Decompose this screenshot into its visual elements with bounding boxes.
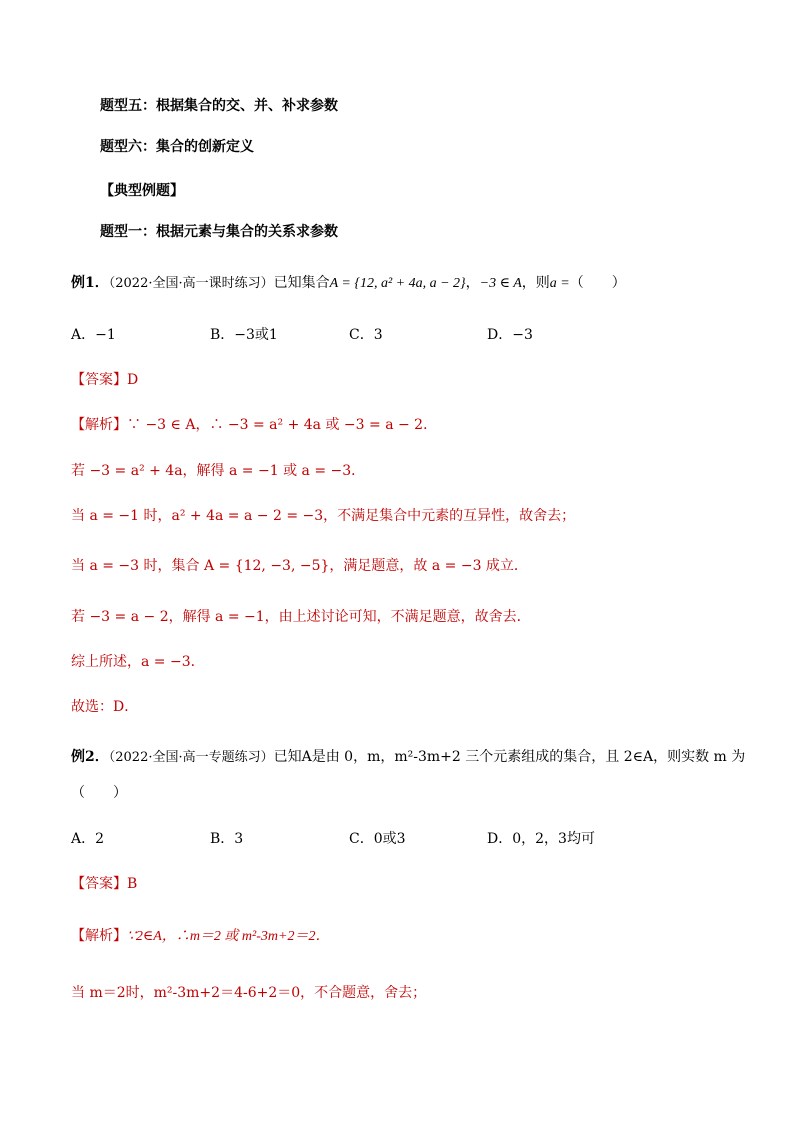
example-2-analysis-label: 【解析】 [71,928,127,944]
example-2-option-a: A．2 [71,831,105,847]
example-1-analysis-label: 【解析】 [71,417,127,433]
example-2-answer-value: B [127,876,138,892]
example-1-then: ，则 [521,275,550,291]
example-1-option-d: D．−3 [487,327,533,343]
example-1-answer-value: D [127,372,139,388]
example-2-source: （2022·全国·高一专题练习） [108,750,274,765]
example-1-stem [71,273,626,294]
example-1-answer-label: 【答案】 [71,372,127,388]
example-1-analysis-text: ∵ −3 ∈ A，∴ −3 = a² + 4a 或 −3 = a − 2． [127,417,438,433]
example-1-option-b: B．−3或1 [210,327,278,343]
example-1-analysis-line-6: 综上所述，a = −3． [71,654,205,670]
example-2-stem-text: 已知A是由 0，m，m²-3m+2 三个元素组成的集合，且 2∈A，则实数 m 为 [273,749,746,765]
example-2-option-d: D．0，2，3均可 [487,831,595,847]
example-1-answer [71,370,138,390]
example-2-analysis-line-2: 当 m＝2时，m²-3m+2＝4-6+2＝0，不合题意，舍去； [71,985,427,1001]
example-1-stem-text: 已知集合 [273,275,330,291]
example-2-label: 例2． [71,749,109,765]
example-2-analysis-text: ∵2∈A，∴m＝2 或 m²-3m+2＝2． [127,929,330,944]
example-2-stem-line-1 [71,747,745,768]
heading-type-5: 题型五：根据集合的交、并、补求参数 [100,98,338,114]
heading-type-1: 题型一：根据元素与集合的关系求参数 [100,224,338,240]
example-1-option-c: C．3 [349,327,383,343]
example-1-blank: （ ） [569,275,626,291]
example-1-analysis-line-2: 若 −3 = a² + 4a，解得 a = −1 或 a = −3． [71,463,366,479]
example-1-label: 例1． [71,275,109,291]
example-1-analysis-line-4: 当 a = −3 时，集合 A = {12, −3, −5}，满足题意，故 a = −3 成立． [71,558,528,574]
heading-typical-examples: 【典型例题】 [100,183,184,199]
example-1-option-a: A．−1 [71,327,116,343]
example-1-analysis-line-3: 当 a = −1 时，a² + 4a = a − 2 = −3，不满足集合中元素的互异性，故舍去； [71,508,576,524]
example-1-condition: −3 ∈ A [479,276,522,291]
example-1-ask: a = [549,276,570,291]
example-1-source: （2022·全国·高一课时练习） [108,276,274,291]
example-2-option-c: C．0或3 [349,831,406,847]
example-1-analysis-line-1 [71,415,437,435]
example-1-analysis-line-7: 故选：D． [71,699,139,715]
example-1-analysis-line-5: 若 −3 = a − 2，解得 a = −1，由上述讨论可知，不满足题意，故舍去． [71,609,531,625]
example-2-answer-label: 【答案】 [71,876,127,892]
example-2-option-b: B．3 [210,831,244,847]
example-2-analysis-line-1 [71,926,329,947]
example-1-set: A = {12, a² + 4a, a − 2} [329,276,466,291]
example-2-stem-line-2: （ ） [71,785,127,801]
heading-type-6: 题型六：集合的创新定义 [100,139,254,155]
example-2-answer [71,874,137,894]
example-1-comma: ， [465,275,480,291]
